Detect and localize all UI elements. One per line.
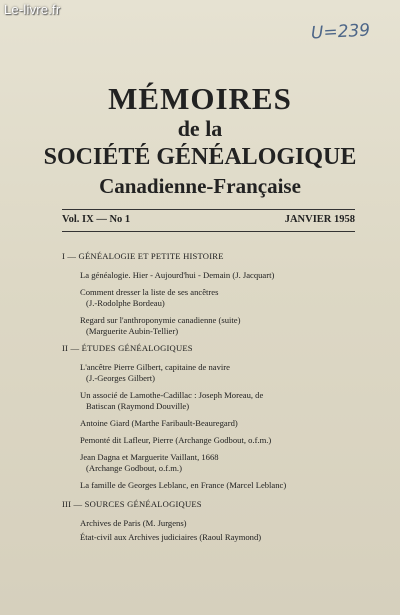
toc-entry (80, 452, 362, 474)
toc-entry (80, 362, 362, 384)
toc-entry (80, 390, 362, 412)
issue-date: JANVIER 1958 (284, 214, 355, 225)
toc-entry-text: Pemonté dit Lafleur, Pierre (Archange Godbout, o.f.m.) (80, 435, 272, 445)
toc-entry-text: La généalogie. Hier - Aujourd'hui - Demain (J. Jacquart) (80, 270, 275, 280)
toc-entry-text: Antoine Giard (Marthe Faribault-Beauregard) (80, 418, 238, 428)
toc-entry-author: (Archange Godbout, o.f.m.) (86, 463, 182, 473)
watermark: Le-livre.fr (4, 2, 61, 17)
handwritten-note: U=239 (310, 20, 371, 44)
title-line-1: MÉMOIRES (108, 81, 292, 116)
toc-entry-text: Regard sur l'anthroponymie canadienne (suite) (80, 315, 241, 325)
toc-entry-text: Un associé de Lamothe-Cadillac : Joseph Moreau, de (80, 390, 264, 400)
title-line-4: Canadienne-Française (99, 174, 301, 198)
toc-entry (80, 480, 362, 491)
toc-entry (80, 532, 362, 543)
toc-entry-text: État-civil aux Archives judiciaires (Raoul Raymond) (80, 532, 262, 542)
rule-bottom (62, 231, 355, 232)
toc-entry (80, 315, 362, 337)
toc-entry-author: (J.-Rodolphe Bordeau) (86, 298, 165, 308)
toc-entry-text: Comment dresser la liste de ses ancêtres (80, 287, 219, 297)
rule-top (62, 209, 355, 210)
toc-entry-author: (Marguerite Aubin-Tellier) (86, 326, 179, 336)
title-block (0, 82, 400, 200)
toc-entry-text: La famille de Georges Leblanc, en France (Marcel Leblanc) (80, 480, 287, 490)
toc-entry (80, 518, 362, 529)
toc-entry (80, 287, 362, 309)
section-heading: II — ÉTUDES GÉNÉALOGIQUES (62, 343, 193, 353)
toc-entry (80, 418, 362, 429)
title-line-3: SOCIÉTÉ GÉNÉALOGIQUE (43, 144, 357, 170)
table-of-contents (62, 251, 362, 549)
toc-entry-author: Batiscan (Raymond Douville) (86, 401, 190, 411)
toc-entry-author: (J.-Georges Gilbert) (86, 373, 156, 383)
issue-line (62, 214, 355, 225)
toc-entry (80, 435, 362, 446)
toc-entry-text: Jean Dagna et Marguerite Vaillant, 1668 (80, 452, 219, 462)
toc-entry-text: L'ancêtre Pierre Gilbert, capitaine de navire (80, 362, 230, 372)
volume-number: Vol. IX — No 1 (62, 214, 131, 225)
section-heading: III — SOURCES GÉNÉALOGIQUES (62, 499, 202, 509)
toc-entry (80, 270, 362, 281)
toc-entry-text: Archives de Paris (M. Jurgens) (80, 518, 187, 528)
section-heading: I — GÉNÉALOGIE ET PETITE HISTOIRE (62, 251, 224, 261)
title-line-2: de la (177, 116, 223, 141)
